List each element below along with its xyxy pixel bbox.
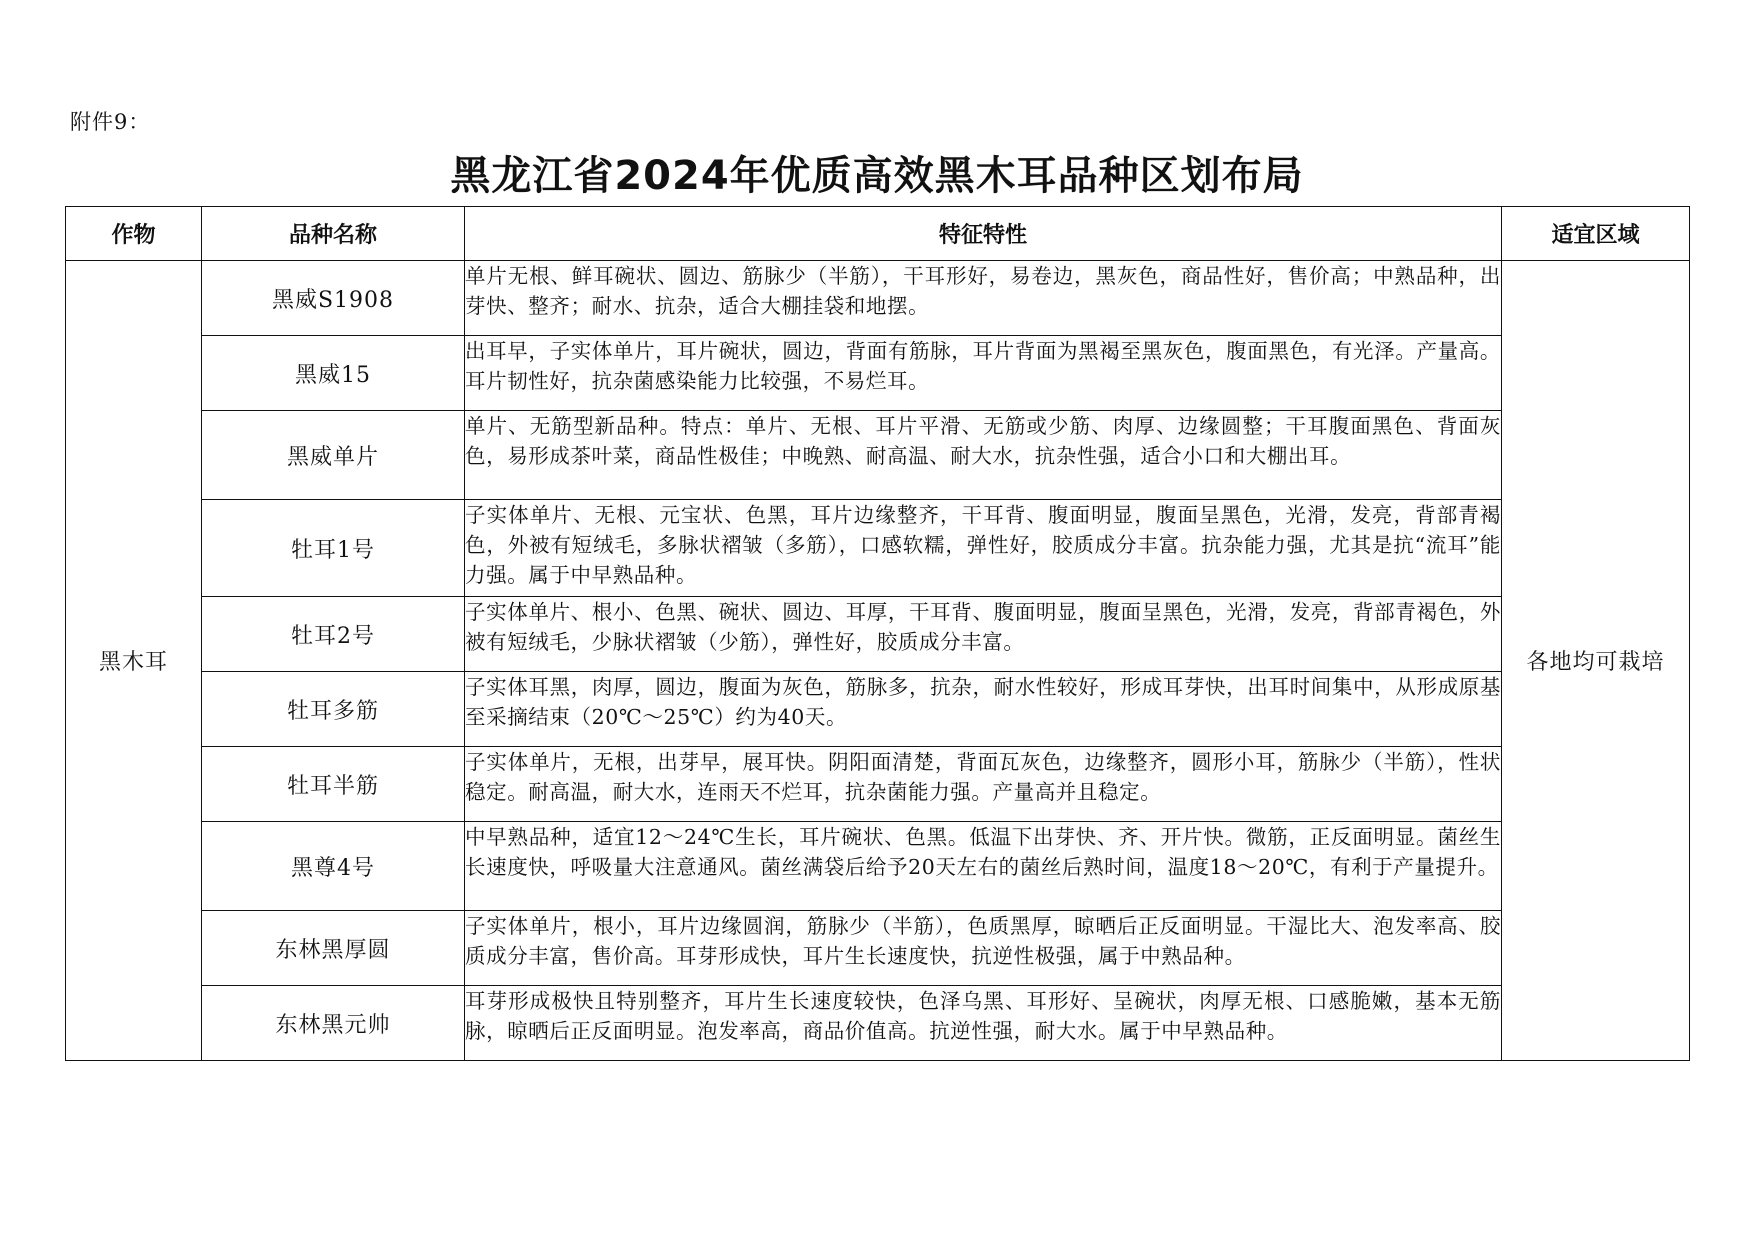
header-features: 特征特性 [465,207,1502,261]
crop-cell: 黑木耳 [66,261,202,1061]
features-cell: 子实体单片、根小、色黑、碗状、圆边、耳厚，干耳背、腹面明显，腹面呈黑色，光滑，发亮，背部青褐色，外被有短绒毛，少脉状褶皱（少筋），弹性好，胶质成分丰富。 [465,597,1502,672]
features-cell: 子实体单片，根小，耳片边缘圆润，筋脉少（半筋），色质黑厚，晾晒后正反面明显。干湿比大、泡发率高、胶质成分丰富，售价高。耳芽形成快，耳片生长速度快，抗逆性极强，属于中熟品种。 [465,911,1502,986]
table-row [66,411,1690,500]
table-row [66,672,1690,747]
table-row [66,822,1690,911]
variety-name-cell: 牡耳半筋 [202,747,465,822]
table-row [66,500,1690,597]
attachment-label: 附件9： [70,110,151,134]
header-suitable-region: 适宜区域 [1502,207,1690,261]
region-cell: 各地均可栽培 [1502,261,1690,1061]
variety-name-cell: 黑威单片 [202,411,465,500]
features-cell: 耳芽形成极快且特别整齐，耳片生长速度较快，色泽乌黑、耳形好、呈碗状，肉厚无根、口感脆嫩，基本无筋脉，晾晒后正反面明显。泡发率高，商品价值高。抗逆性强，耐大水。属于中早熟品种。 [465,986,1502,1061]
header-crop: 作物 [66,207,202,261]
page-title: 黑龙江省2024年优质高效黑木耳品种区划布局 [450,153,1304,199]
variety-name-cell: 东林黑厚圆 [202,911,465,986]
variety-name-cell: 牡耳多筋 [202,672,465,747]
features-cell: 子实体单片、无根、元宝状、色黑，耳片边缘整齐，干耳背、腹面明显，腹面呈黑色，光滑，发亮，背部青褐色，外被有短绒毛，多脉状褶皱（多筋），口感软糯，弹性好，胶质成分丰富。抗杂能力强，尤其是抗“流耳”能力强。属于中早熟品种。 [465,500,1502,597]
table-header-row [66,207,1690,261]
variety-name-cell: 黑威S1908 [202,261,465,336]
variety-name-cell: 黑威15 [202,336,465,411]
features-cell: 出耳早，子实体单片，耳片碗状，圆边，背面有筋脉，耳片背面为黑褐至黑灰色，腹面黑色，有光泽。产量高。耳片韧性好，抗杂菌感染能力比较强，不易烂耳。 [465,336,1502,411]
features-cell: 单片、无筋型新品种。特点：单片、无根、耳片平滑、无筋或少筋、肉厚、边缘圆整；干耳腹面黑色、背面灰色，易形成茶叶菜，商品性极佳；中晚熟、耐高温、耐大水，抗杂性强，适合小口和大棚出耳。 [465,411,1502,500]
features-cell: 子实体单片，无根，出芽早，展耳快。阴阳面清楚，背面瓦灰色，边缘整齐，圆形小耳，筋脉少（半筋），性状稳定。耐高温，耐大水，连雨天不烂耳，抗杂菌能力强。产量高并且稳定。 [465,747,1502,822]
variety-name-cell: 牡耳1号 [202,500,465,597]
header-variety-name: 品种名称 [202,207,465,261]
variety-table [65,206,1690,1061]
table-row [66,597,1690,672]
table-row [66,336,1690,411]
table-row [66,261,1690,336]
features-cell: 子实体耳黑，肉厚，圆边，腹面为灰色，筋脉多，抗杂，耐水性较好，形成耳芽快，出耳时间集中，从形成原基至采摘结束（20℃～25℃）约为40天。 [465,672,1502,747]
features-cell: 中早熟品种，适宜12～24℃生长，耳片碗状、色黑。低温下出芽快、齐、开片快。微筋，正反面明显。菌丝生长速度快，呼吸量大注意通风。菌丝满袋后给予20天左右的菌丝后熟时间，温度18～20℃，有利于产量提升。 [465,822,1502,911]
variety-name-cell: 东林黑元帅 [202,986,465,1061]
variety-name-cell: 牡耳2号 [202,597,465,672]
table-row [66,986,1690,1061]
table-row [66,747,1690,822]
variety-name-cell: 黑尊4号 [202,822,465,911]
features-cell: 单片无根、鲜耳碗状、圆边、筋脉少（半筋），干耳形好，易卷边，黑灰色，商品性好，售价高；中熟品种，出芽快、整齐；耐水、抗杂，适合大棚挂袋和地摆。 [465,261,1502,336]
table-row [66,911,1690,986]
